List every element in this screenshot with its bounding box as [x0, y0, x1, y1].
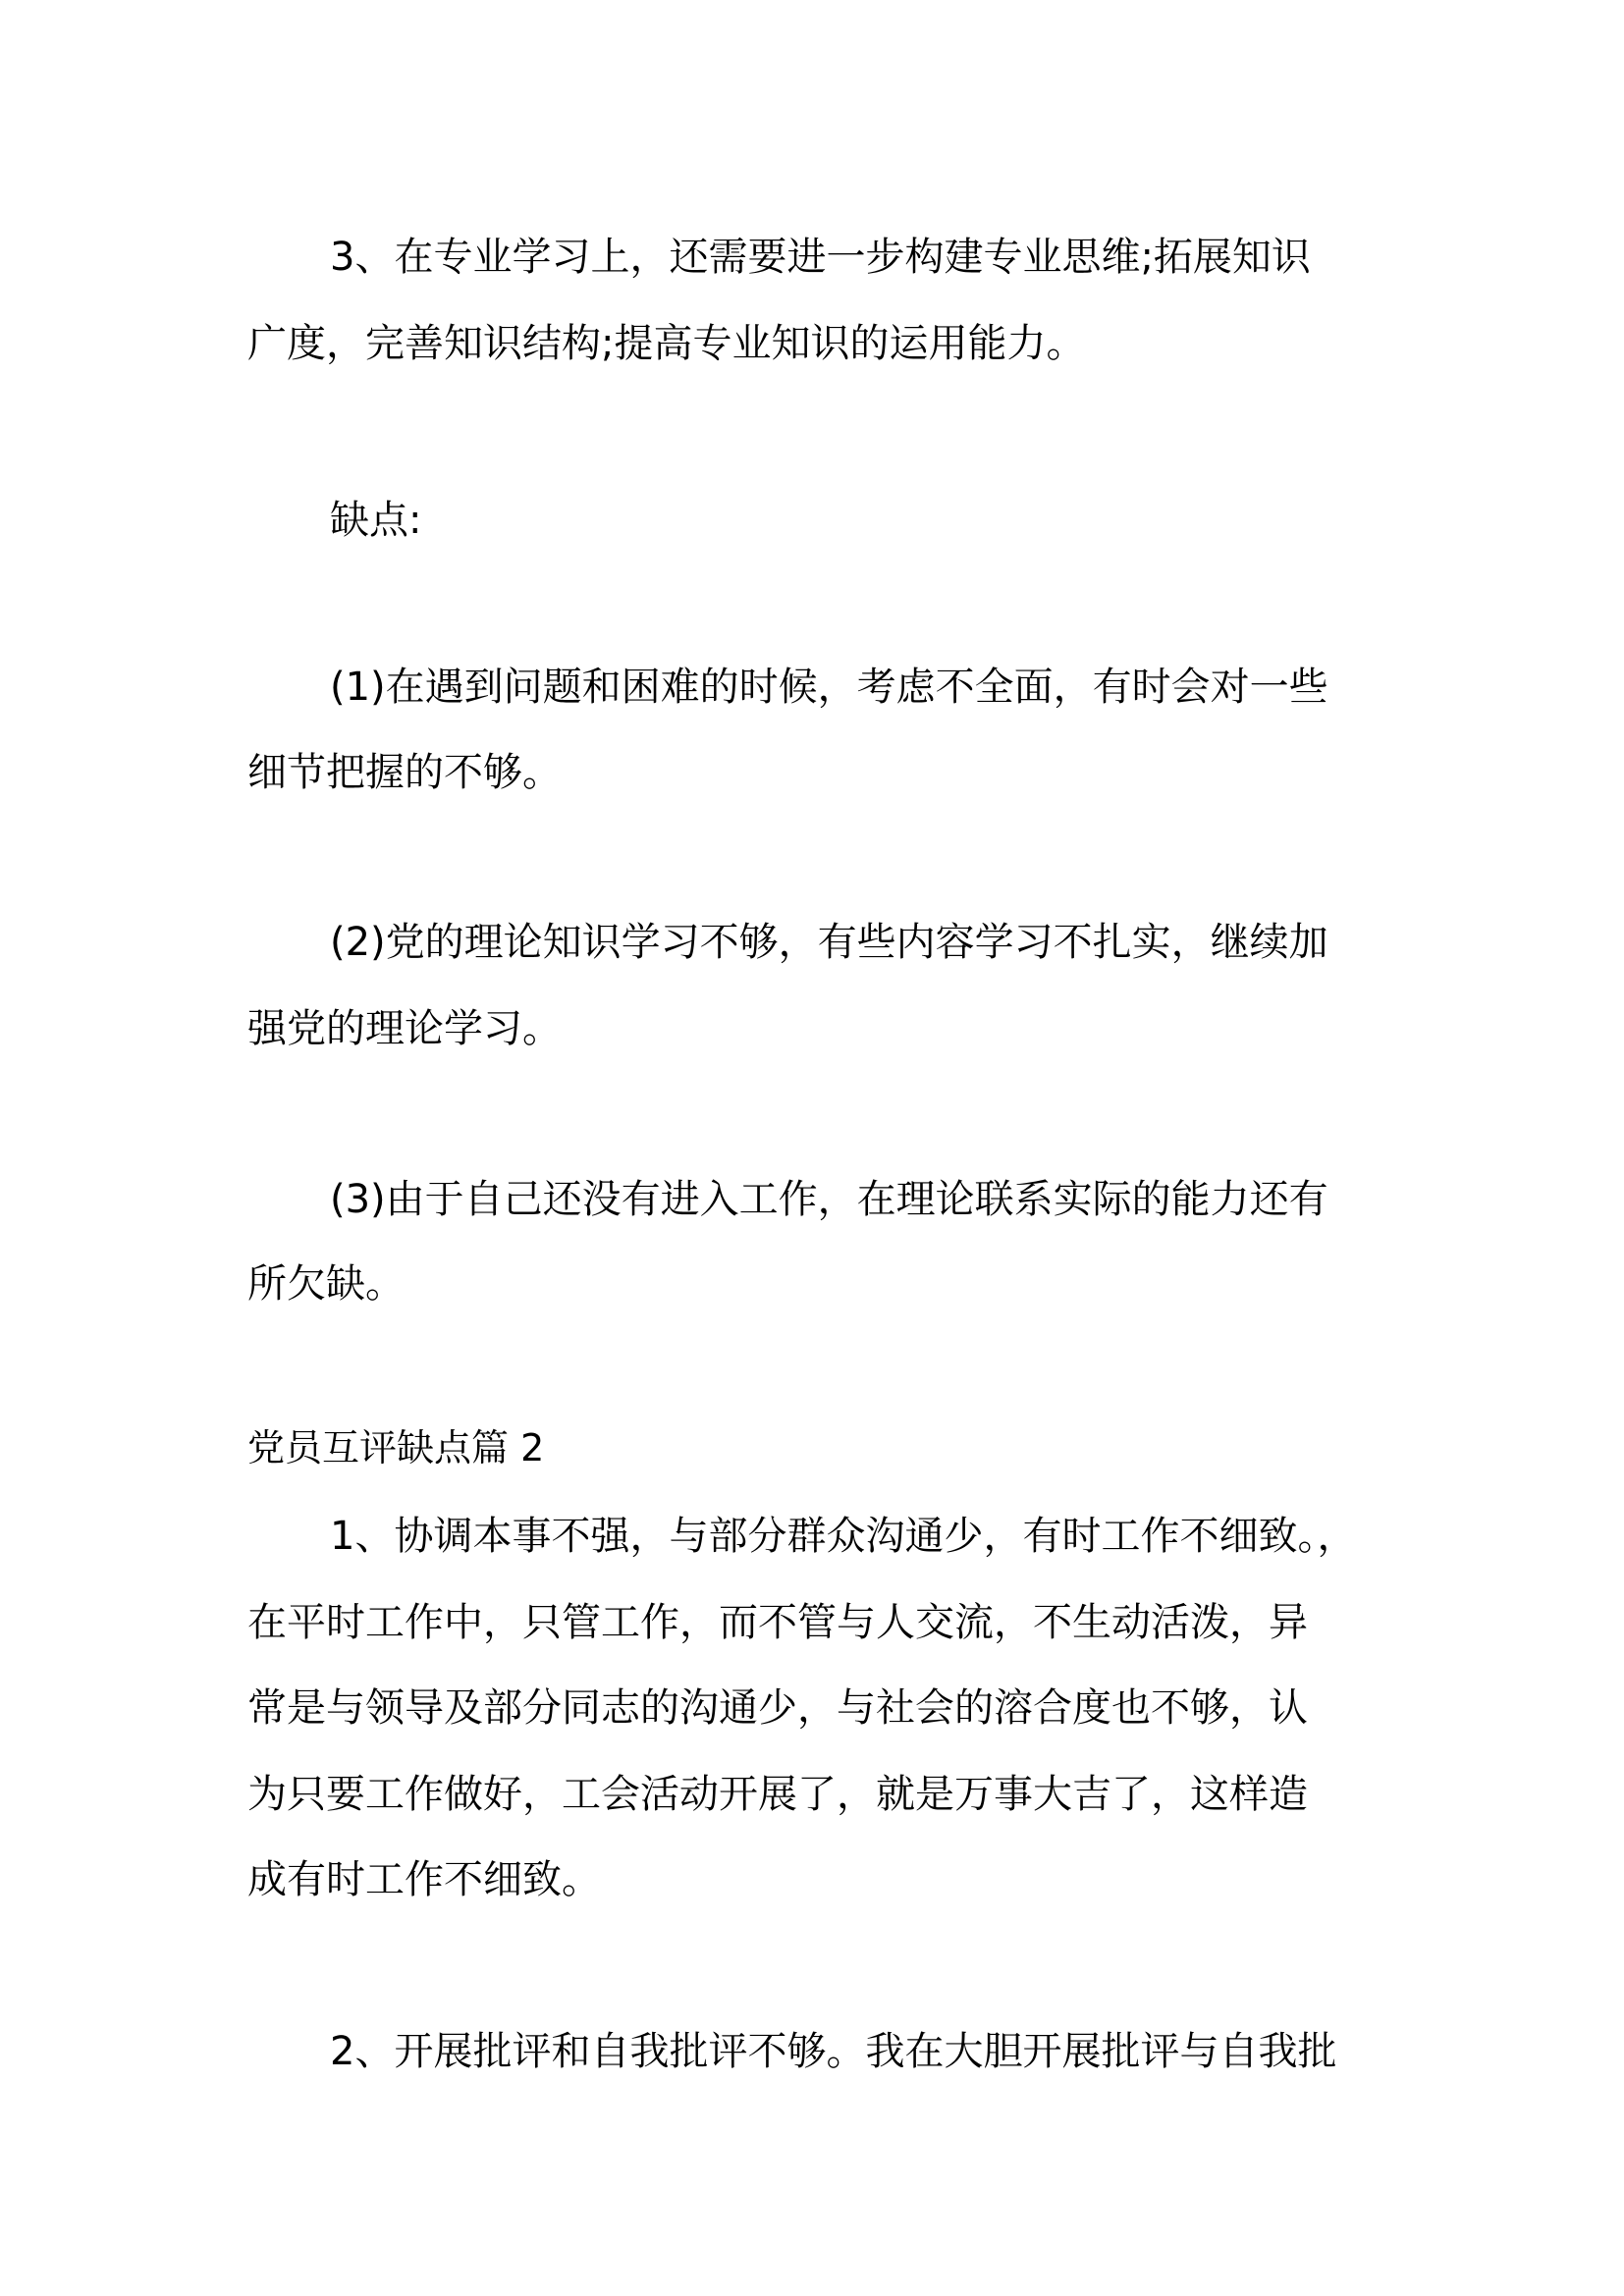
- section2-item-1-line-2: 在平时工作中，只管工作，而不管与人交流，不生动活泼，异: [247, 1600, 1308, 1645]
- shortcoming-3-line-1: (3)由于自己还没有进入工作，在理论联系实际的能力还有: [330, 1177, 1328, 1222]
- section2-item-2-line-1: 2、开展批评和自我批评不够。我在大胆开展批评与自我批: [330, 2029, 1337, 2074]
- shortcoming-1-line-2: 细节把握的不够。: [247, 750, 562, 795]
- shortcoming-1-line-1: (1)在遇到问题和困难的时候，考虑不全面，有时会对一些: [330, 665, 1328, 710]
- shortcoming-2-line-1: (2)党的理论知识学习不够，有些内容学习不扎实，继续加: [330, 920, 1328, 965]
- shortcoming-2-line-2: 强党的理论学习。: [247, 1006, 562, 1051]
- section2-item-1-line-5: 成有时工作不细致。: [247, 1857, 601, 1902]
- shortcomings-label: 缺点:: [330, 498, 422, 543]
- shortcoming-3-line-2: 所欠缺。: [247, 1261, 405, 1307]
- section2-item-1-line-3: 常是与领导及部分同志的沟通少，与社会的溶合度也不够，认: [247, 1685, 1308, 1731]
- section2-item-1-line-4: 为只要工作做好，工会活动开展了，就是万事大吉了，这样造: [247, 1772, 1308, 1817]
- paragraph-item-3-line-1: 3、在专业学习上，还需要进一步构建专业思维;拓展知识: [330, 235, 1311, 280]
- section2-item-1-line-1: 1、协调本事不强，与部分群众沟通少，有时工作不细致。，: [330, 1514, 1357, 1559]
- section-heading: 党员互评缺点篇 2: [247, 1426, 545, 1469]
- paragraph-item-3-line-2: 广度，完善知识结构;提高专业知识的运用能力。: [247, 321, 1086, 366]
